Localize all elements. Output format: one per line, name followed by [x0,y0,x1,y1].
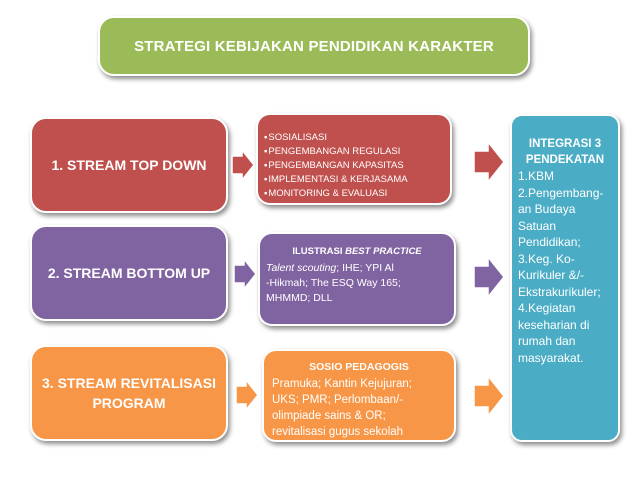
arrow-right-icon [234,378,260,412]
arrow-right-icon [472,140,506,184]
best-practice-line: -Hikmah; The ESQ Way 165; [266,277,401,289]
sosio-line: Pramuka; Kantin Kejujuran; [272,378,412,390]
arrow-right-icon [230,148,256,182]
sosio-line: revitalisasi gugus sekolah [272,426,404,438]
integrasi-heading: INTEGRASI 3 PENDEKATAN [525,138,605,166]
bottom-up-details [258,232,456,326]
list-item: ▪ PENGEMBANGAN REGULASI [264,145,444,159]
integrasi-item: 2.Pengembang-an Budaya Satuan Pendidikan; [518,185,604,249]
arrow-right-icon [472,374,506,418]
list-item: ▪ IMPLEMENTASI & KERJASAMA [264,173,444,187]
revitalisasi-details [262,349,456,442]
diagram-title: STRATEGI KEBIJAKAN PENDIDIKAN KARAKTER [98,16,530,76]
stream-revitalisasi: 3. STREAM REVITALISASI PROGRAM [30,345,228,441]
top-down-details [256,113,452,205]
stream-bottom-up: 2. STREAM BOTTOM UP [30,225,228,321]
integrasi-item: 4.Kegiatan keseharian di rumah dan masyarakat. [518,301,590,365]
arrow-right-icon [232,257,258,291]
list-item: ▪ PENGEMBANGAN KAPASITAS [264,159,444,173]
sosio-line: olimpiade sains & OR; [272,410,386,422]
best-practice-heading: ILUSTRASI BEST PRACTICE [292,246,422,257]
arrow-right-icon [472,255,506,299]
best-practice-line: MHMMD; DLL [266,292,333,304]
list-item: ▪ MONITORING & EVALUASI [264,187,444,201]
sosio-line: UKS; PMR; Perlombaan/- [272,394,404,406]
integrasi-item: 3.Keg. Ko-Kurikuler &/-Ekstrakurikuler; [518,251,601,299]
stream-top-down: 1. STREAM TOP DOWN [30,117,228,213]
integrasi-item: 1.KBM [518,169,555,183]
list-item: ▪ SOSIALISASI [264,131,444,145]
sosio-pedagogis-heading: SOSIO PEDAGOGIS [309,361,409,373]
best-practice-line: Talent scouting; IHE; YPI Al [266,262,394,274]
integrasi-box [510,114,620,442]
